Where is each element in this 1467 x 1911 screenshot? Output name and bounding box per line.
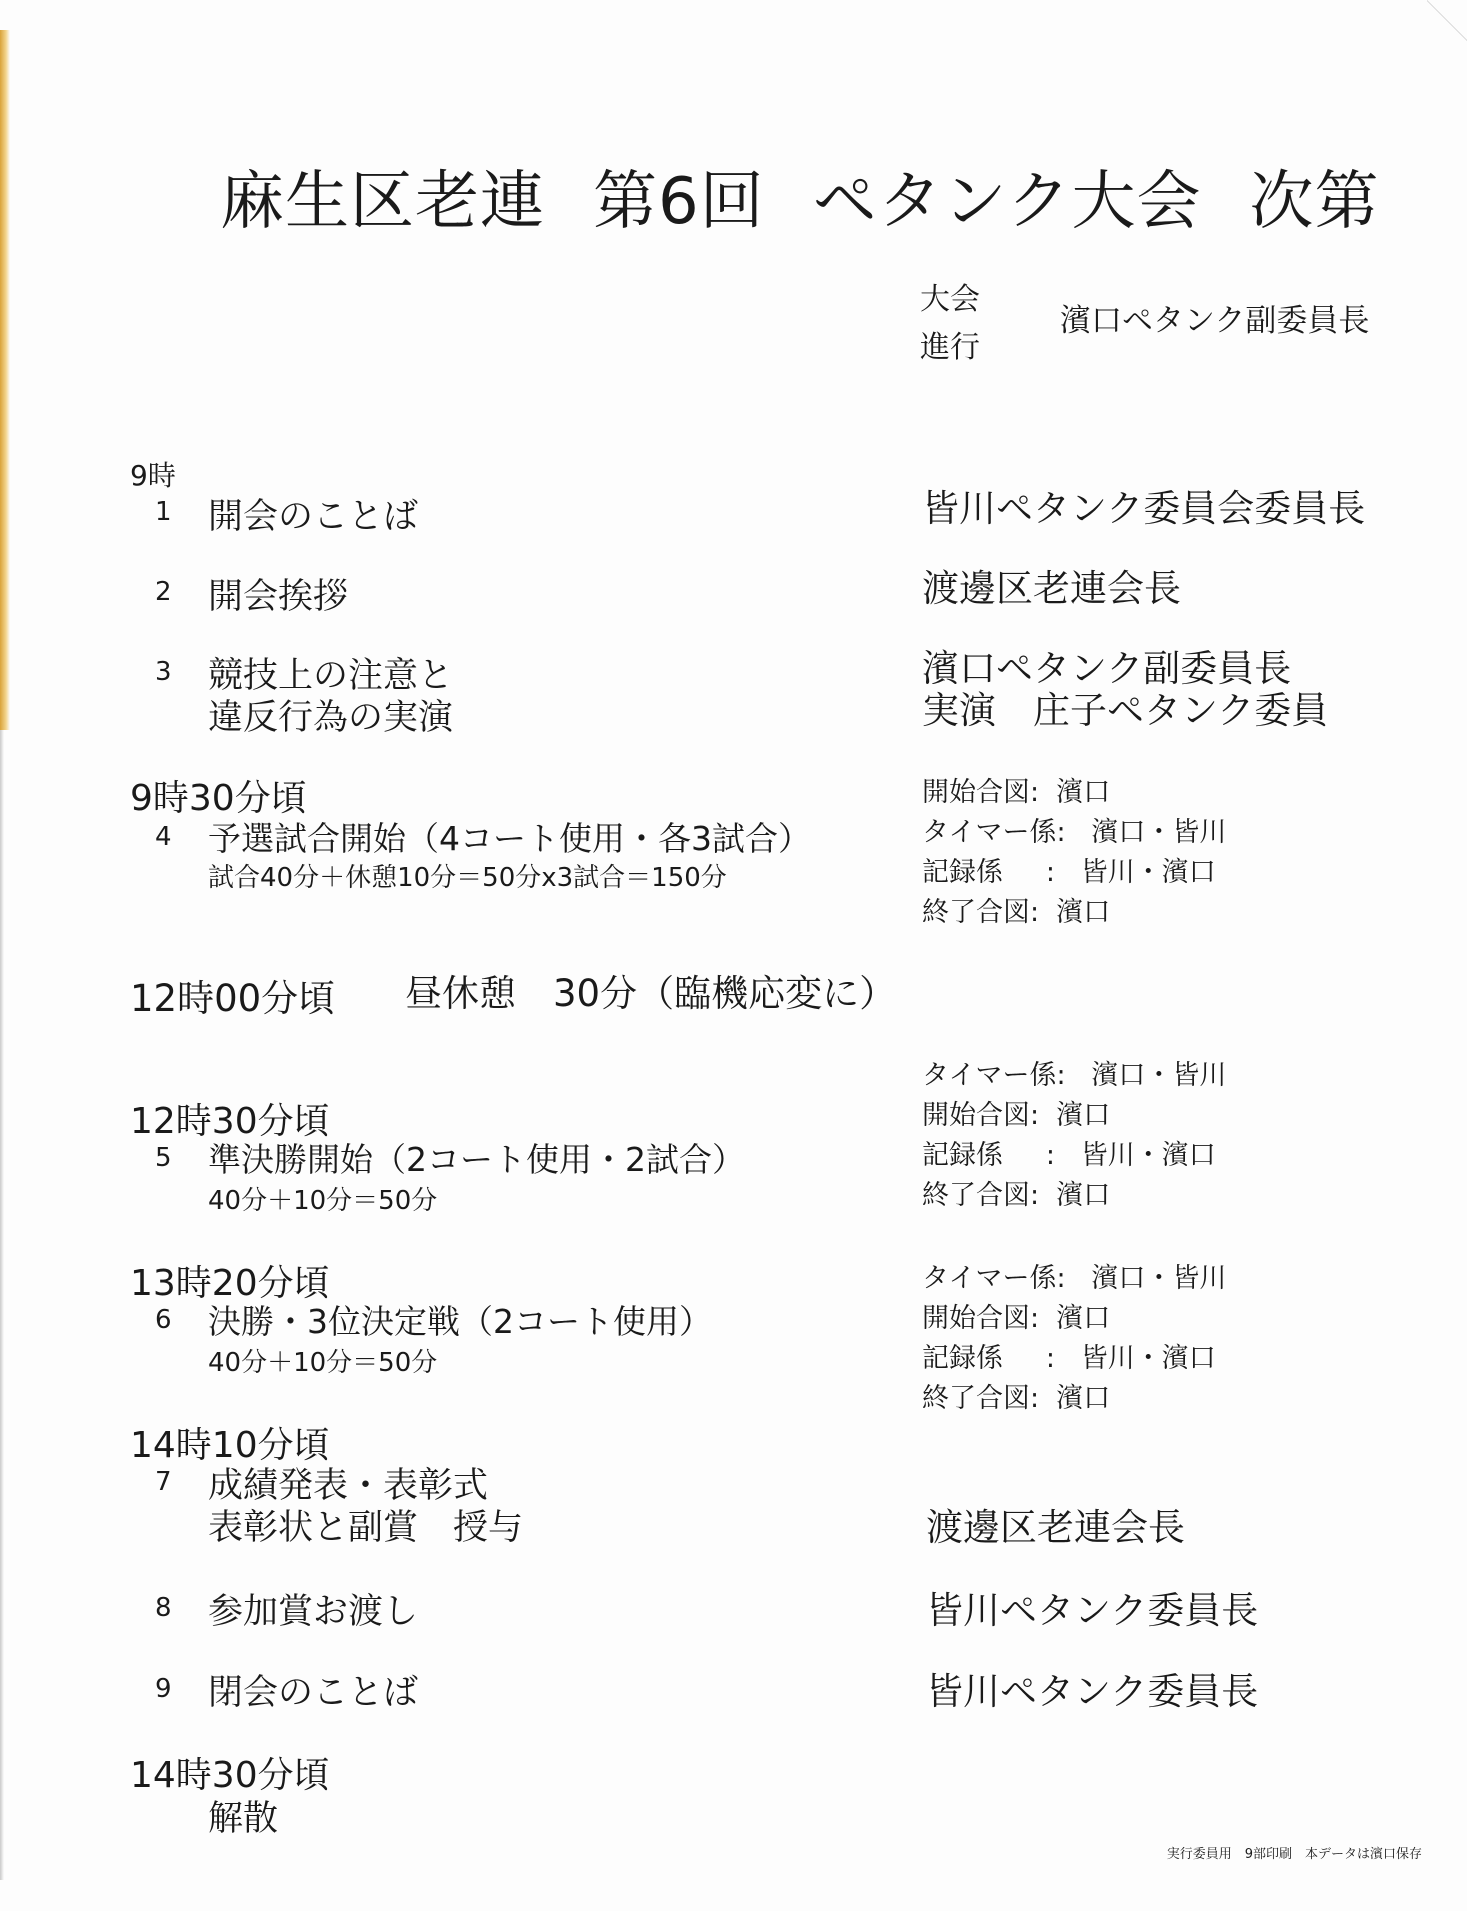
item-7-text-line1: 成績発表・表彰式: [208, 1466, 489, 1506]
title-program: 次第: [1249, 165, 1380, 239]
time-0930: 9時30分頃: [130, 778, 307, 819]
time-1230: 12時30分頃: [130, 1101, 330, 1142]
item-9-person: 皆川ペタンク委員長: [926, 1670, 1259, 1713]
item-1-number: 1: [155, 497, 172, 527]
item-8-person: 皆川ペタンク委員長: [926, 1589, 1259, 1632]
item-6-sub: 40分＋10分＝50分: [208, 1348, 438, 1378]
item-4-number: 4: [155, 822, 172, 852]
roles-b-end: 終了合図: 濱口: [922, 1180, 1111, 1211]
item-4-text: 予選試合開始（4コート使用・各3試合）: [208, 819, 811, 858]
item-7-number: 7: [155, 1467, 172, 1497]
item-3-text-line1: 競技上の注意と: [208, 656, 454, 696]
item-6-number: 6: [155, 1305, 172, 1335]
roles-b-start: 開始合図: 濱口: [922, 1100, 1111, 1131]
footer-note: 実行委員用 9部印刷 本データは濱口保存: [1166, 1847, 1422, 1862]
time-1320: 13時20分頃: [130, 1263, 330, 1304]
roles-c-record: 記録係 : 皆川・濱口: [922, 1343, 1216, 1374]
item-3-text-line2: 違反行為の実演: [208, 698, 454, 738]
roles-a-start: 開始合図: 濱口: [922, 777, 1111, 808]
item-7-text-line2: 表彰状と副賞 授与: [208, 1508, 524, 1548]
item-2-text: 開会挨拶: [208, 577, 349, 617]
paper-corner-fold: [1427, 0, 1467, 41]
item-5-text: 準決勝開始（2コート使用・2試合）: [208, 1140, 745, 1179]
paper-edge-shadow-lower: [0, 730, 4, 1880]
item-2-person: 渡邊区老連会長: [922, 567, 1181, 610]
roles-b-timer: タイマー係: 濱口・皆川: [922, 1060, 1227, 1091]
time-9: 9時: [130, 459, 176, 492]
item-3-person-line2: 実演 庄子ペタンク委員: [922, 689, 1329, 732]
mc-name: 濱口ペタンク副委員長: [1060, 303, 1370, 339]
item-5-number: 5: [155, 1143, 172, 1173]
item-7-person: 渡邊区老連会長: [926, 1506, 1185, 1549]
item-5-sub: 40分＋10分＝50分: [208, 1186, 438, 1216]
mc-label-line1: 大会: [920, 282, 980, 317]
roles-c-end: 終了合図: 濱口: [922, 1383, 1111, 1414]
mc-label-line2: 進行: [920, 330, 980, 365]
title-organization: 麻生区老連: [220, 165, 545, 239]
roles-a-record: 記録係 : 皆川・濱口: [922, 857, 1216, 888]
item-8-text: 参加賞お渡し: [208, 1592, 419, 1632]
dismissal: 解散: [208, 1799, 279, 1839]
item-1-person: 皆川ペタンク委員会委員長: [922, 487, 1366, 530]
item-3-person-line1: 濱口ペタンク副委員長: [922, 647, 1292, 690]
time-1430: 14時30分頃: [130, 1755, 330, 1796]
time-1200: 12時00分頃: [130, 977, 336, 1020]
paper-edge-shadow: [0, 30, 10, 730]
item-3-number: 3: [155, 657, 172, 687]
roles-a-timer: タイマー係: 濱口・皆川: [922, 817, 1227, 848]
item-6-text: 決勝・3位決定戦（2コート使用）: [208, 1302, 712, 1341]
roles-b-record: 記録係 : 皆川・濱口: [922, 1140, 1216, 1171]
title-edition: 第6回: [593, 165, 765, 239]
title-event: ペタンク大会: [812, 165, 1202, 239]
item-9-text: 閉会のことば: [208, 1673, 419, 1713]
roles-a-end: 終了合図: 濱口: [922, 897, 1111, 928]
item-4-sub: 試合40分＋休憩10分＝50分x3試合＝150分: [208, 863, 727, 893]
item-8-number: 8: [155, 1593, 172, 1623]
page-title: [220, 150, 1379, 242]
roles-c-timer: タイマー係: 濱口・皆川: [922, 1263, 1227, 1294]
item-1-text: 開会のことば: [208, 497, 419, 537]
roles-c-start: 開始合図: 濱口: [922, 1303, 1111, 1334]
item-9-number: 9: [155, 1674, 172, 1704]
time-1410: 14時10分頃: [130, 1425, 330, 1466]
item-2-number: 2: [155, 577, 172, 607]
lunch-break: 昼休憩 30分（臨機応変に）: [405, 972, 897, 1015]
